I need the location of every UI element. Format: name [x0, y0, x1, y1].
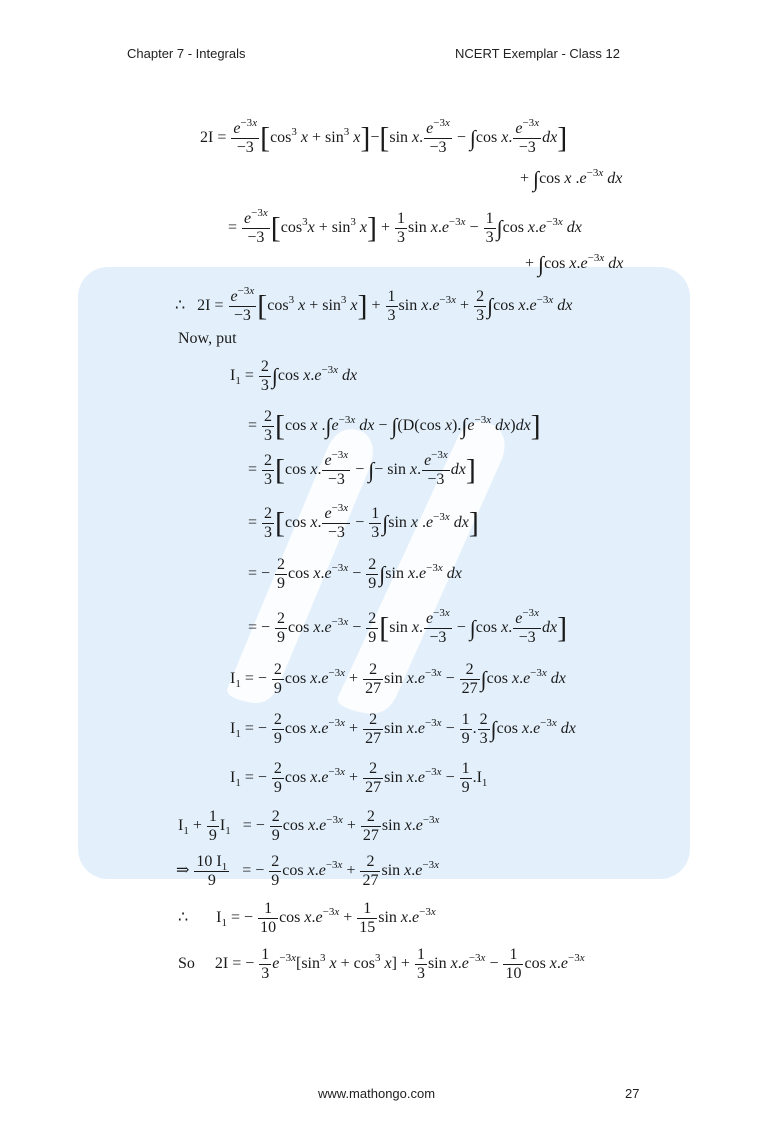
page-number: 27	[625, 1086, 640, 1101]
so-label: So	[178, 955, 195, 973]
math-derivation: 2I = $\frac{e^{-3x}}{-3}$ [$\cos^3$ $x + \sin^3 x]-[\sin$ x. $\frac{e^{-3x}}{-3}$ − ∫cos x. $\frac{e^{-3x}}{-3}$ dx] + ∫cos x $.e^{-3x}$ dx = $\frac{e^{-3x}}{-3}$ $[\cos^3x + \sin^3 x]$ + $\frac{1}{3}$ $\sin x.e^{-3x}$ − $\frac{1}{3}$ ∫cos $x.e^{-3x}$ dx + ∫cos $x.e^{-3x}$ dx ∴ 2I = $\frac{e^{-3x}}{-3}$ [$\cos^3$ $x + \sin^3 x$] + $\frac{1}{3}$ $\sin x.e^{-3x}$ + $\frac{2}{3}$ ∫cos $x.e^{-3x}$ dx Now, put $I_1$ = $\frac{2}{3}$ ∫cos $x.e^{-3x}$ dx = $\frac{2}{3}$ [cos x $.\int e^{-3x}$ dx − ∫(D(cos $x).\int e^{-3x}$ dx)dx] = $\frac{2}{3}$ [cos x. $\frac{e^{-3x}}{-3}$ − ∫− sin x. $\frac{e^{-3x}}{-3}$ dx] = $\frac{2}{3}$ [cos x. $\frac{e^{-3x}}{-3}$ − $\frac{1}{3}$ ∫sin x $.e^{-3x}$ dx] = − $\frac{2}{9}$ $\cos x.e^{-3x}$ − $\frac{2}{9}$ ∫sin $x.e^{-3x}$ dx = − $\frac{2}{9}$ $\cos x.e^{-3x}$ − $\frac{2}{9}$ [sin x. $\frac{e^{-3x}}{-3}$ − ∫cos x. $\frac{e^{-3x}}{-3}$ dx] $I_1$ = − $\frac{2}{9}$ $\cos x.e^{-3x}$ + $\frac{2}{27}$ $\sin x.e^{-3x}$ − $\frac{2}{27}$ ∫cos $x.e^{-3x}$ dx $I_1$ = − $\frac{2}{9}$ $\cos x.e^{-3x}$ + $\frac{2}{27}$ $\sin x.e^{-3x}$ − $\frac{1}{9}$ . $\frac{2}{3}$ ∫cos $x.e^{-3x}$ dx $I_1$ = − $\frac{2}{9}$ $\cos x.e^{-3x}$ + $\frac{2}{27}$ $\sin x.e^{-3x}$ − $\frac{1}{9}$ $.I_1$ $I_1$ + $\frac{1}{9}$ $I_1$ = − $\frac{2}{9}$ $\cos x.e^{-3x}$ + $\frac{2}{27}$ $\sin x.e^{-3x}$ ⇒ $\frac{10 I_1}{9}$ = − $\frac{2}{9}$ $\cos x.e^{-3x}$ + $\frac{2}{27}$ $\sin x.e^{-3x}$ ∴ $I_1$ = − $\frac{1}{10}$ $\cos x.e^{-3x}$ + $\frac{1}{15}$ $\sin x.e^{-3x}$ So 2I = − $\frac{1}{3}$ $e^{-3x}[\sin^3$ $x + \cos^3 x$] + $\frac{1}{3}$ $\sin x.e^{-3x}$ − $\frac{1}{10}$ $\cos x.e^{-3x}$	[175, 117, 624, 982]
now-put-label: Now, put	[178, 330, 237, 347]
footer-url: www.mathongo.com	[318, 1086, 436, 1101]
book-title: NCERT Exemplar - Class 12	[455, 46, 620, 61]
chapter-title: Chapter 7 - Integrals	[127, 46, 246, 61]
